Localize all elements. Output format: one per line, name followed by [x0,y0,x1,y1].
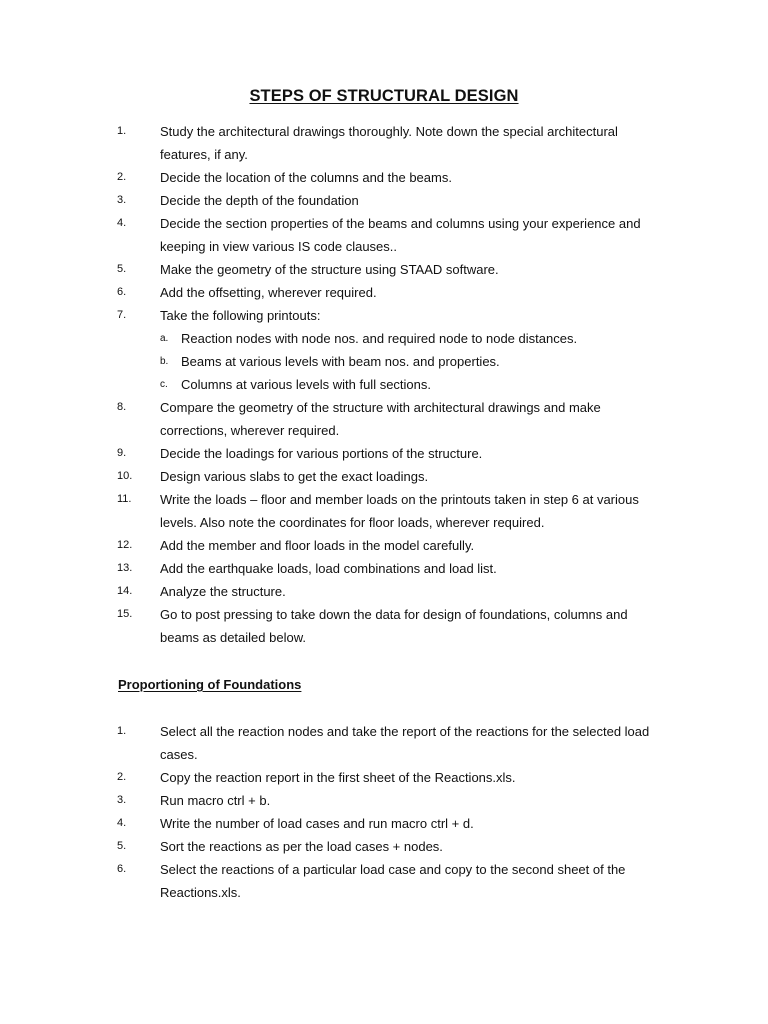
list-item-number: 13. [117,562,133,574]
list-item-number: 10. [117,470,133,482]
text-line: Decide the location of the columns and the beams. [160,170,452,185]
text-line: Reaction nodes with node nos. and required node to node distances. [181,331,578,346]
text-line: Reactions.xls. [160,885,241,900]
text-line: Design various slabs to get the exact loadings. [160,469,429,484]
text-line: Decide the section properties of the beams and columns using your experience and [160,216,641,231]
list-item-number: 5. [117,263,127,275]
list-item-text [160,193,660,216]
list-item-text [160,839,660,862]
list-item-text [160,446,660,469]
list-item-number: 6. [117,286,127,298]
list-item-number: 2. [117,171,127,183]
list-item-text [160,124,660,170]
list-item-text [160,492,660,538]
text-line: levels. Also note the coordinates for floor loads, wherever required. [160,515,545,530]
text-line: cases. [160,747,198,762]
text-line: Select the reactions of a particular load case and copy to the second sheet of the [160,862,626,877]
list-item-number: 15. [117,608,133,620]
text-line: beams as detailed below. [160,630,306,645]
section-heading: Proportioning of Foundations [118,677,302,692]
text-line: Write the number of load cases and run macro ctrl + d. [160,816,474,831]
text-line: Run macro ctrl + b. [160,793,271,808]
list-item-number: 7. [117,309,127,321]
list-item-text [160,793,660,816]
text-line: Columns at various levels with full sections. [181,377,431,392]
list-item-text [160,469,660,492]
list-item-text [160,816,660,839]
list-item-number: 5. [117,840,127,852]
list-item-text [160,584,660,607]
list-item-number: a. [160,333,169,344]
text-line: Take the following printouts: [160,308,321,323]
text-line: corrections, wherever required. [160,423,340,438]
text-line: keeping in view various IS code clauses.. [160,239,398,254]
text-line: Analyze the structure. [160,584,286,599]
list-item-number: 3. [117,194,127,206]
text-line: Go to post pressing to take down the data for design of foundations, columns and [160,607,628,622]
list-item-number: 1. [117,125,127,137]
text-line: Write the loads – floor and member loads on the printouts taken in step 6 at various [160,492,639,507]
document-title: STEPS OF STRUCTURAL DESIGN [249,87,519,105]
list-item-text [160,724,660,770]
list-item-text [160,170,660,193]
list-item-number: 6. [117,863,127,875]
list-item-text [160,607,660,653]
text-line: Copy the reaction report in the first sheet of the Reactions.xls. [160,770,516,785]
text-line: Select all the reaction nodes and take the report of the reactions for the selected load [160,724,650,739]
text-line: Compare the geometry of the structure with architectural drawings and make [160,400,601,415]
list-item-text [160,561,660,584]
list-item-number: 9. [117,447,127,459]
list-item-number: 4. [117,817,127,829]
text-line: Add the member and floor loads in the model carefully. [160,538,475,553]
text-line: Sort the reactions as per the load cases + nodes. [160,839,443,854]
list-item-number: 11. [117,493,132,505]
list-item-number: 14. [117,585,133,597]
list-item-text [160,770,660,793]
list-item-number: 12. [117,539,133,551]
list-item-text [181,354,681,377]
text-line: features, if any. [160,147,248,162]
text-line: Add the offsetting, wherever required. [160,285,377,300]
list-item-number: 4. [117,217,127,229]
list-item-number: b. [160,356,169,367]
text-line: Make the geometry of the structure using STAAD software. [160,262,499,277]
list-item-number: 2. [117,771,127,783]
list-item-text [160,262,660,285]
list-item-text [160,400,660,446]
text-line: Add the earthquake loads, load combinations and load list. [160,561,497,576]
list-item-text [181,377,681,400]
list-item-text [160,308,660,331]
list-item-number: 8. [117,401,127,413]
list-item-text [160,216,660,262]
text-line: Decide the depth of the foundation [160,193,359,208]
text-line: Study the architectural drawings thoroughly. Note down the special architectural [160,124,618,139]
text-line: Decide the loadings for various portions of the structure. [160,446,483,461]
list-item-number: 3. [117,794,127,806]
list-item-text [160,285,660,308]
list-item-text [181,331,681,354]
list-item-number: c. [160,379,168,390]
text-line: Beams at various levels with beam nos. and properties. [181,354,500,369]
list-item-number: 1. [117,725,127,737]
list-item-text [160,862,660,908]
list-item-text [160,538,660,561]
